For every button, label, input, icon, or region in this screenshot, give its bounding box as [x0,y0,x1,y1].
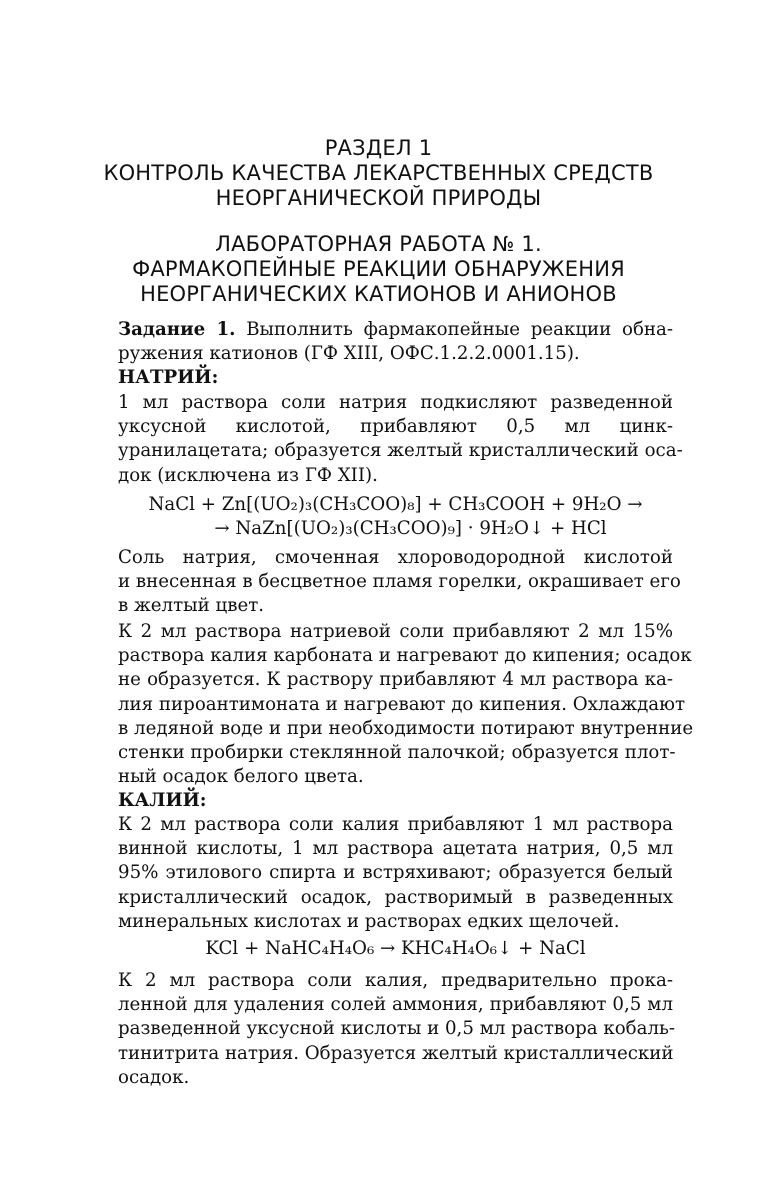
text-line: Соль натрия, смоченная хлороводородной кислотой [118,547,673,568]
section-heading [0,136,757,211]
lab-heading [0,232,757,307]
text-line: минеральных кислотах и растворах едких щелочей. [118,910,620,932]
potassium-equation [118,937,673,961]
potassium-paragraph-1 [118,813,673,934]
text-line: ленной для удаления солей аммония, прибавляют 0,5 мл [118,994,673,1016]
task-label: Задание 1. [118,319,236,340]
text-line: раствора калия карбоната и нагревают до кипения; осадок [118,645,692,667]
sodium-equation-line-1: NaCl + Zn[(UO₂)₃(CH₃COO)₈] + CH₃COOH + 9H₂O → [148,494,643,515]
task-line-1 [118,318,673,342]
text-line: в ледяной воде и при необходимости потирают внутренние [118,717,694,739]
section-title-line-2: НЕОРГАНИЧЕСКОЙ ПРИРОДЫ [215,186,542,210]
text-line: 95% этилового спирта и встряхивают; образуется белый [118,862,673,884]
text-line: в желтый цвет. [118,595,265,617]
task-line-2: ружения катионов (ГФ XIII, ОФС.1.2.2.0001.15). [118,343,580,365]
sodium-paragraph-3 [118,620,694,814]
lab-title-line-1: ФАРМАКОПЕЙНЫЕ РЕАКЦИИ ОБНАРУЖЕНИЯ [132,257,625,281]
text-line: разведенной уксусной кислоты и 0,5 мл раствора кобаль- [118,1018,676,1040]
lab-number: ЛАБОРАТОРНАЯ РАБОТА № 1. [215,232,542,256]
text-line: осадок. [118,1066,190,1088]
text-line: тинитрита натрия. Образуется желтый кристаллический [118,1042,674,1064]
sodium-heading: НАТРИЙ: [118,367,219,389]
lab-title-line-2: НЕОРГАНИЧЕСКИХ КАТИОНОВ И АНИОНОВ [140,282,617,306]
text-line: К 2 мл раствора соли калия прибавляют 1 мл раствора [118,814,673,835]
text-line: кристаллический осадок, растворимый в разведенных [118,886,673,908]
text-line: уксусной кислотой, прибавляют 0,5 мл цинк- [118,416,673,438]
text-line: ный осадок белого цвета. [118,766,364,788]
text-line: лия пироантимоната и нагревают до кипения. Охлаждают [118,693,686,715]
potassium-paragraph-2 [118,969,676,1090]
text-line: К 2 мл раствора соли калия, предварительно прока- [118,970,673,991]
text-line: 1 мл раствора соли натрия подкисляют разведенной [118,392,673,413]
sodium-equation [118,493,673,541]
potassium-heading: КАЛИЙ: [118,790,207,812]
task-text-1: Выполнить фармакопейные реакции обна- [246,319,673,340]
section-title-line-1: КОНТРОЛЬ КАЧЕСТВА ЛЕКАРСТВЕННЫХ СРЕДСТВ [103,161,654,185]
text-line: уранилацетата; образуется желтый кристаллический оса- [118,440,683,462]
potassium-equation-line: KCl + NaHC₄H₄O₆ → KHC₄H₄O₆↓ + NaCl [205,938,586,959]
text-line: и внесенная в бесцветное пламя горелки, окрашивает его [118,571,681,593]
text-line: док (исключена из ГФ XII). [118,464,378,486]
sodium-equation-line-2: → NaZn[(UO₂)₃(CH₃COO)₉] · 9H₂O↓ + HCl [214,518,607,539]
text-line: не образуется. К раствору прибавляют 4 мл раствора ка- [118,669,673,691]
sodium-paragraph-2 [118,546,681,619]
sodium-paragraph-1 [118,391,683,488]
task-paragraph [118,318,673,391]
text-line: винной кислоты, 1 мл раствора ацетата натрия, 0,5 мл [118,838,673,860]
text-line: стенки пробирки стеклянной палочкой; образуется плот- [118,742,676,764]
text-line: К 2 мл раствора натриевой соли прибавляют 2 мл 15% [118,621,673,642]
section-number: РАЗДЕЛ 1 [324,136,433,160]
